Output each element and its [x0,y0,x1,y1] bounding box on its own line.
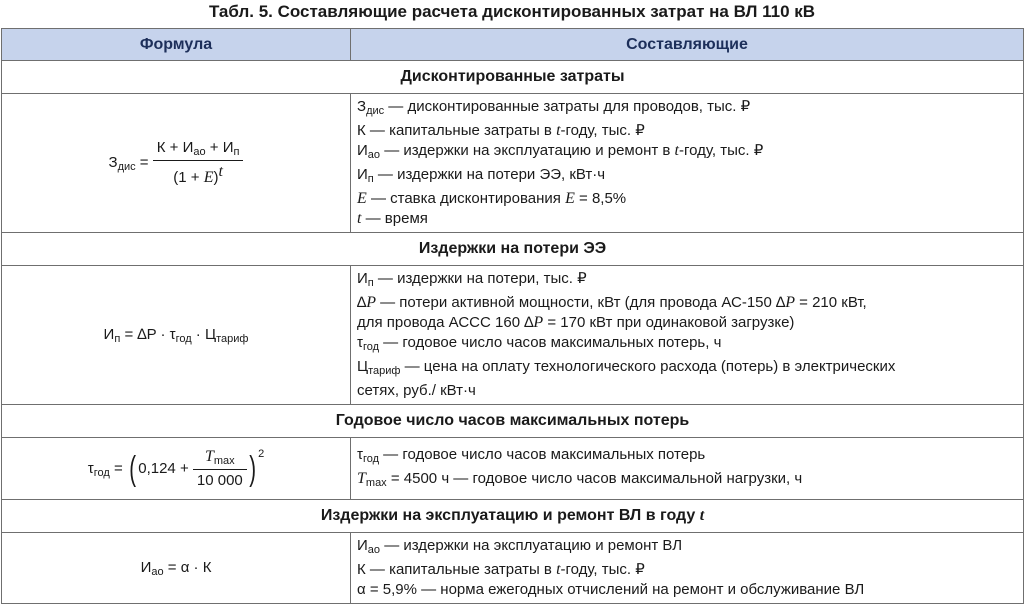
section-heading-row [2,61,1024,94]
table-header-row [2,29,1024,61]
component-line: $Ц_{тариф}$ — цена на оплату технологического расхода (потерь) в электрических [357,358,896,377]
component-line: $И_п$ — издержки на потери, тыс. ₽ [357,270,587,289]
section-heading-row [2,233,1024,266]
component-line: t — время [357,210,428,227]
formula-cell: $З_{дис}$ = $\frac{К + И_{ао} + И_п}{(1 + E)^t}$ [2,94,351,233]
section-heading: Издержки на эксплуатацию и ремонт ВЛ в году t [2,500,1024,533]
formula-cell: $\tau_{год}$ = ( 0,124 + $\frac{T_{max}}{10 000}$ ) $^2$ [2,438,351,500]
component-line: α = 5,9% — норма ежегодных отчислений на ремонт и обслуживание ВЛ [357,581,865,598]
formula-cell: $И_{ао} = \alpha \cdot К$ [2,533,351,604]
component-line: для провода АССС 160 ∆P = 170 кВт при одинаковой загрузке) [357,314,795,331]
component-line: $И_{ао}$ — издержки на эксплуатацию и ремонт в t-году, тыс. ₽ [357,142,764,161]
section-heading: Издержки на потери ЭЭ [2,233,1024,266]
component-line: E — ставка дисконтирования E = 8,5% [357,190,627,207]
formula-cell: $И_п = \Delta P \cdot \tau_{год} \cdot Ц_{тариф}$ [2,266,351,405]
table-row [2,533,1024,604]
table-row [2,266,1024,405]
component-line: ∆P — потери активной мощности, кВт (для провода АС-150 ∆P = 210 кВт, [357,294,867,311]
component-line: $\tau_{год}$ — годовое число часов максимальных потерь, ч [357,334,722,353]
components-cell [351,533,1024,604]
table-row [2,438,1024,500]
component-line: $З_{дис}$ — дисконтированные затраты для проводов, тыс. ₽ [357,98,751,117]
header-formula: Формула [2,29,351,61]
section-heading-row [2,405,1024,438]
component-line: $И_{ао}$ — издержки на эксплуатацию и ремонт ВЛ [357,537,683,556]
component-line: К — капитальные затраты в t-году, тыс. ₽ [357,122,645,139]
header-components: Составляющие [351,29,1024,61]
table-row [2,94,1024,233]
fraction: $\frac{К + И_{ао} + И_п}{(1 + E)^t}$ [153,139,244,187]
components-cell [351,438,1024,500]
section-heading: Годовое число часов максимальных потерь [2,405,1024,438]
component-line: сетях, руб./ кВт·ч [357,382,476,399]
fraction: $\frac{T_{max}}{10 000}$ [193,448,247,489]
components-cell [351,94,1024,233]
component-line: $И_п$ — издержки на потери ЭЭ, кВт·ч [357,166,606,185]
component-line: $\tau_{год}$ — годовое число часов максимальных потерь [357,445,706,465]
components-table [1,28,1024,604]
component-line: К — капитальные затраты в t-году, тыс. ₽ [357,561,645,578]
components-cell [351,266,1024,405]
section-heading-row [2,500,1024,533]
table-title: Табл. 5. Составляющие расчета дисконтированных затрат на ВЛ 110 кВ [208,2,816,21]
component-line: $T_{max} = 4500$ ч — годовое число часов максимальной нагрузки, ч [357,469,803,489]
section-heading: Дисконтированные затраты [2,61,1024,94]
